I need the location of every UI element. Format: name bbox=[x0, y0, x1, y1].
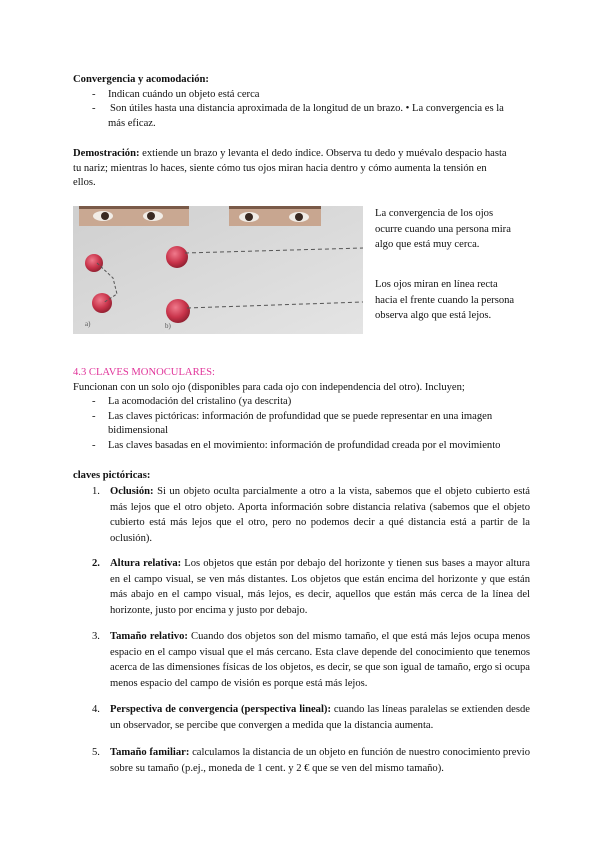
numbered-item-perspectiva: 4. Perspectiva de convergencia (perspectiva lineal): cuando las líneas paralelas se extienden desde un observador, se percibe que convergen a medida que la distancia aumenta. bbox=[92, 704, 530, 731]
numbered-item-tamano-familiar: 5. Tamaño familiar: calculamos la distancia de un objeto en función de nuestro conocimiento previo sobre su tamaño (p.ej., moneda de 1 cent. y 2 € que se ven del mismo tamaño). bbox=[92, 747, 530, 774]
numbered-item-altura: 2. Altura relativa: Los objetos que están por debajo del horizonte y tienen sus bases a mayor altura en el campo visual, se ven más distantes. Los objetos que están encima del horizonte y que están más abajo en el campo visual, más lejos, es decir, aquellos que están más cerca de la línea del horizonte, justo por encima y justo por debajo. bbox=[92, 558, 530, 616]
figure-label-a: a) bbox=[85, 320, 91, 328]
convergencia-heading: Convergencia y acomodación: bbox=[73, 74, 209, 85]
numbered-item-tamano-relativo: 3. Tamaño relativo: Cuando dos objetos son del mismo tamaño, el que está más lejos ocupa menos espacio en el campo visual que el más cercano. Esta clave depende del conocimiento que tenemos acerca de las dimensiones físicas de los objetos, es decir, se que son igual de tamaño, ergo si ocupa menos espacio del campo de visión es porque está más lejos. bbox=[92, 631, 530, 689]
demostracion-line1: extiende un brazo y levanta el dedo índice. Observa tu dedo y muévalo despacio hasta bbox=[142, 148, 507, 159]
pictoricas-heading: claves pictóricas: bbox=[73, 470, 151, 481]
demostracion-line3: ellos. bbox=[73, 177, 96, 188]
figure-caption-near: La convergencia de los ojos ocurre cuando una persona mira algo que está muy cerca. bbox=[375, 208, 511, 250]
convergence-figure bbox=[73, 206, 363, 334]
list-item-continuation: bidimensional bbox=[108, 425, 169, 436]
figure-label-b: b) bbox=[165, 322, 171, 330]
section-heading: 4.3 CLAVES MONOCULARES: bbox=[73, 367, 215, 378]
demostracion-line2: tu nariz; mientras lo haces, siente cómo tus ojos miran hacia dentro y cómo aumenta la tensión en bbox=[73, 163, 487, 174]
numbered-item-oclusion: 1. Oclusión: Si un objeto oculta parcialmente a otro a la vista, sabemos que el objeto cubierto está más lejos que el otro objeto. Aporta información sobre distancia relativa (sabemos que el objeto cubierto está más lejos que el otro, pero no podemos decir a qué distancia está a partir de la oclusión). bbox=[92, 486, 530, 544]
list-item-continuation: más eficaz. bbox=[108, 118, 156, 129]
demostracion-label: Demostración: bbox=[73, 148, 140, 159]
monoculares-intro: Funcionan con un solo ojo (disponibles para cada ojo con independencia del otro). Incluyen; bbox=[73, 382, 465, 393]
demostracion-paragraph bbox=[73, 146, 533, 162]
figure-caption-far: Los ojos miran en línea recta hacia el frente cuando la persona observa algo que está lejos. bbox=[375, 279, 515, 321]
